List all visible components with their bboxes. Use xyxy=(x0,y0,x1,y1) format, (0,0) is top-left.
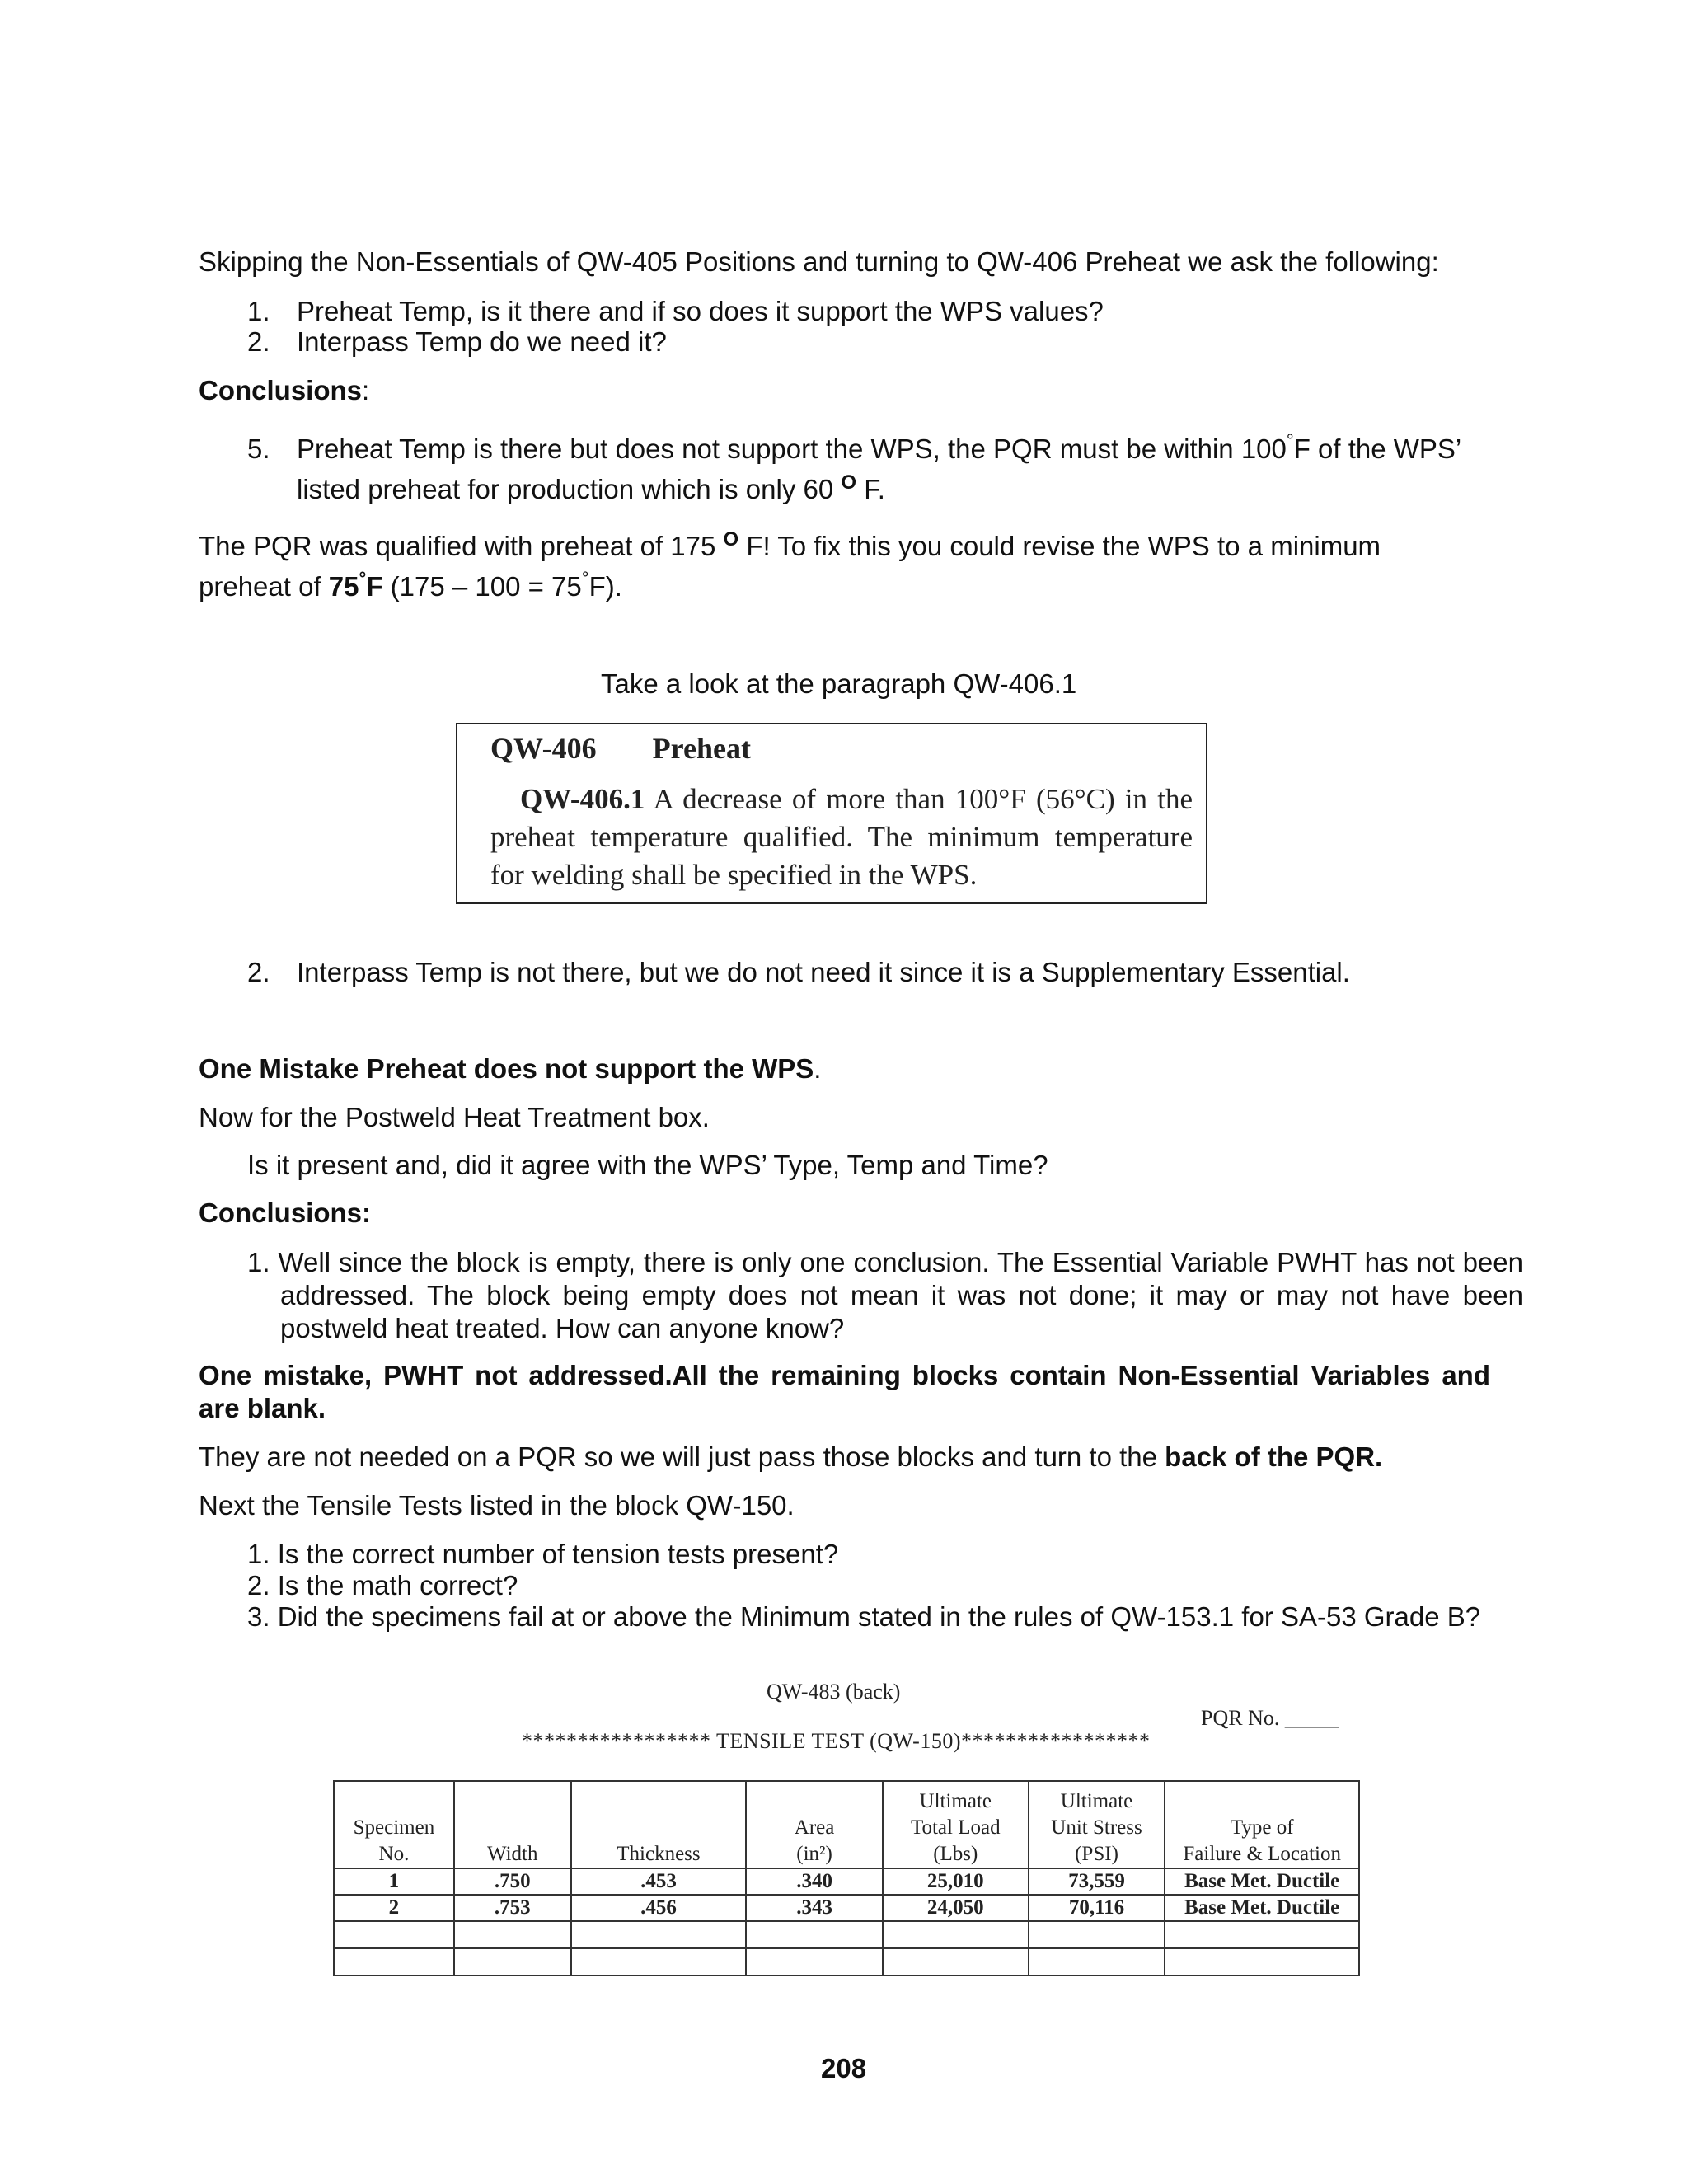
mistake-1: One Mistake Preheat does not support the WPS. xyxy=(199,1053,822,1084)
header-width: Width xyxy=(454,1781,571,1868)
table-row xyxy=(334,1895,1359,1921)
cell-area: .340 xyxy=(746,1868,883,1895)
tensile-question-3: 3. Did the specimens fail at or above the Minimum stated in the rules of QW-153.1 for SA-53 Grade B? xyxy=(247,1601,1481,1632)
mistake-2: One mistake, PWHT not addressed.All the remaining blocks contain Non-Essential Variables and are blank. xyxy=(199,1360,1490,1423)
conclusions-heading-2: Conclusions: xyxy=(199,1197,372,1228)
cell-thickness: .456 xyxy=(571,1895,747,1921)
question-number: 1. xyxy=(247,296,270,326)
header-type-of-failure: Type of Failure & Location xyxy=(1165,1781,1359,1868)
conclusion-5-line-2: listed preheat for production which is only 60 $^O$ F. xyxy=(297,471,885,504)
cell-failure: Base Met. Ductile xyxy=(1165,1868,1359,1895)
tensile-intro: Next the Tensile Tests listed in the block QW-150. xyxy=(199,1490,795,1521)
question-number: 2. xyxy=(247,326,270,357)
pwht-intro: Now for the Postweld Heat Treatment box. xyxy=(199,1102,710,1132)
pwht-conclusion: 1. Well since the block is empty, there is only one conclusion. The Essential Variable PWHT has not been addressed. The block being empty does not mean it was not done; it may or may not have been postweld heat treated. How can anyone know? xyxy=(247,1247,1523,1343)
table-row xyxy=(334,1868,1359,1895)
tensile-test-table xyxy=(333,1780,1360,1976)
cell-width: .750 xyxy=(454,1868,571,1895)
interpass-item: 2. Interpass Temp is not there, but we do not need it since it is a Supplementary Essential. xyxy=(247,957,1350,987)
form-title: QW-483 (back) xyxy=(767,1680,901,1704)
intro-text: Skipping the Non-Essentials of QW-405 Positions and turning to QW-406 Preheat we ask the following: xyxy=(199,246,1439,277)
header-thickness: Thickness xyxy=(571,1781,747,1868)
question-1 xyxy=(247,295,1104,328)
tensile-section-title: ***************** TENSILE TEST (QW-150)***************** xyxy=(522,1729,1151,1753)
conclusion-5-line-1: 5. Preheat Temp is there but does not support the WPS, the PQR must be within 100°F of the WPS’ xyxy=(247,430,1462,464)
pqr-number: PQR No. _____ xyxy=(1201,1706,1339,1730)
header-ultimate-unit-stress: Ultimate Unit Stress (PSI) xyxy=(1029,1781,1165,1868)
table-row xyxy=(334,1948,1359,1975)
page-number: 208 xyxy=(821,2053,867,2083)
header-specimen-no: Specimen No. xyxy=(334,1781,454,1868)
excerpt-paragraph: QW-406.1 A decrease of more than 100°F (56°C) in the preheat temperature qualified. The minimum temperature for welding shall be specified in the WPS. xyxy=(490,783,1193,891)
header-area: Area (in²) xyxy=(746,1781,883,1868)
cell-area: .343 xyxy=(746,1895,883,1921)
header-ultimate-total-load: Ultimate Total Load (Lbs) xyxy=(883,1781,1029,1868)
cell-failure: Base Met. Ductile xyxy=(1165,1895,1359,1921)
cell-width: .753 xyxy=(454,1895,571,1921)
tensile-question-1: 1. Is the correct number of tension tests present? xyxy=(247,1539,839,1569)
fix-line-2: preheat of 75°F (175 – 100 = 75°F). xyxy=(199,568,622,602)
cell-specimen: 2 xyxy=(334,1895,454,1921)
cell-unit-stress: 73,559 xyxy=(1029,1868,1165,1895)
question-text: Interpass Temp do we need it? xyxy=(297,326,667,357)
conclusions-heading: Conclusions: xyxy=(199,375,370,405)
cell-total-load: 25,010 xyxy=(883,1868,1029,1895)
cell-unit-stress: 70,116 xyxy=(1029,1895,1165,1921)
look-caption: Take a look at the paragraph QW-406.1 xyxy=(601,668,1077,699)
cell-total-load: 24,050 xyxy=(883,1895,1029,1921)
excerpt-heading: QW-406 Preheat xyxy=(490,732,751,765)
table-row xyxy=(334,1921,1359,1948)
code-excerpt-image xyxy=(456,723,1207,904)
back-of-pqr: They are not needed on a PQR so we will just pass those blocks and turn to the back of the PQR. xyxy=(199,1441,1383,1472)
question-2 xyxy=(247,326,667,359)
fix-line-1: The PQR was qualified with preheat of 175 $^O$ F! To fix this you could revise the WPS to a minimum xyxy=(199,528,1381,561)
question-text: Preheat Temp, is it there and if so does it support the WPS values? xyxy=(297,296,1104,326)
cell-thickness: .453 xyxy=(571,1868,747,1895)
table-header-row xyxy=(334,1781,1359,1868)
pwht-question: Is it present and, did it agree with the WPS’ Type, Temp and Time? xyxy=(247,1150,1048,1180)
cell-specimen: 1 xyxy=(334,1868,454,1895)
tensile-question-2: 2. Is the math correct? xyxy=(247,1570,518,1601)
